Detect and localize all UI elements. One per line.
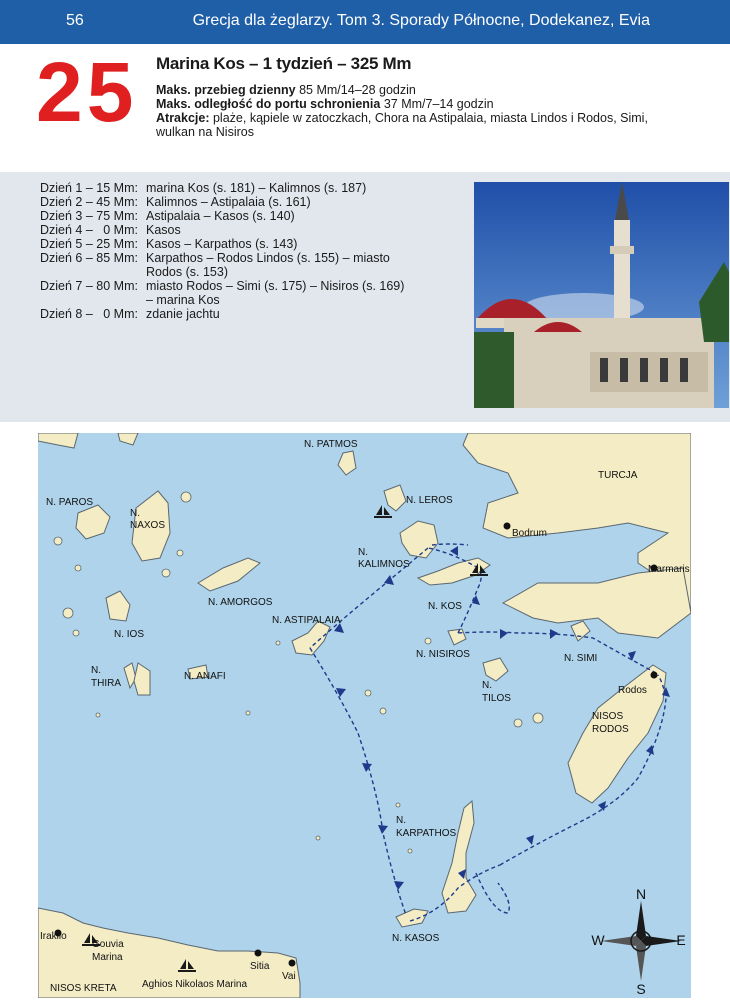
label-nisos-rodos: NISOS xyxy=(592,711,624,722)
label-iraklio: Iraklio xyxy=(40,931,67,942)
label-naxos2: NAXOS xyxy=(130,520,166,531)
compass-s: S xyxy=(636,981,646,997)
itinerary-row xyxy=(40,265,404,279)
attractions-line2: wulkan na Nisiros xyxy=(156,125,254,139)
max-daily-value: 85 Mm/14–28 godzin xyxy=(299,83,416,97)
itinerary-day xyxy=(40,293,146,307)
attractions-label: Atrakcje: xyxy=(156,111,210,125)
itinerary-day: Dzień 1 – 15 Mm: xyxy=(40,181,138,195)
route-info xyxy=(156,83,706,139)
itinerary-day: Dzień 7 – 80 Mm: xyxy=(40,279,138,293)
label-tilos2: TILOS xyxy=(482,693,511,704)
label-karpathos: N. xyxy=(396,815,406,826)
label-sitia: Sitia xyxy=(250,961,270,972)
label-nisos-rodos2: RODOS xyxy=(592,724,629,735)
label-thira: N. xyxy=(91,665,101,676)
mosque-photo xyxy=(474,182,729,408)
itinerary-text: Kalimnos – Astipalaia (s. 161) xyxy=(146,195,311,209)
page-number: 56 xyxy=(66,12,84,29)
itinerary-row xyxy=(40,293,404,307)
label-astipalaia: N. ASTIPALAIA xyxy=(272,615,341,626)
compass-w: W xyxy=(591,932,605,948)
itinerary-day: Dzień 5 – 25 Mm: xyxy=(40,237,138,251)
label-naxos: N. xyxy=(130,508,140,519)
label-simi: N. SIMI xyxy=(564,653,598,664)
label-anafi: N. ANAFI xyxy=(184,671,226,682)
label-turcja: TURCJA xyxy=(598,470,638,481)
itinerary-day: Dzień 4 – 0 Mm: xyxy=(40,223,138,237)
itinerary-text: Kasos – Karpathos (s. 143) xyxy=(146,237,298,251)
itinerary-text: – marina Kos xyxy=(146,293,220,307)
label-bodrum: Bodrum xyxy=(512,528,548,539)
label-paros: N. PAROS xyxy=(46,497,94,508)
compass-e: E xyxy=(676,932,686,948)
label-aghios: Aghios Nikolaos Marina xyxy=(142,979,248,990)
label-patmos: N. PATMOS xyxy=(304,439,358,450)
route-number: 25 xyxy=(36,45,138,139)
book-title: Grecja dla żeglarzy. Tom 3. Sporady Północne, Dodekanez, Evia xyxy=(192,12,650,29)
itinerary-row xyxy=(40,223,404,237)
label-amorgos: N. AMORGOS xyxy=(208,597,273,608)
itinerary-row xyxy=(40,251,404,265)
label-marmaris: Marmaris xyxy=(648,564,690,575)
label-gouvia2: Marina xyxy=(92,952,123,963)
itinerary-text: marina Kos (s. 181) – Kalimnos (s. 187) xyxy=(146,181,367,195)
itinerary-text: Astipalaia – Kasos (s. 140) xyxy=(146,209,295,223)
itinerary-text: miasto Rodos – Simi (s. 175) – Nisiros (s. 169) xyxy=(146,279,405,293)
itinerary-list xyxy=(40,181,404,321)
itinerary-row xyxy=(40,307,404,321)
itinerary-row xyxy=(40,279,404,293)
itinerary-day: Dzień 6 – 85 Mm: xyxy=(40,251,138,265)
max-shelter-value: 37 Mm/7–14 godzin xyxy=(383,97,494,111)
itinerary-row xyxy=(40,237,404,251)
itinerary-row xyxy=(40,209,404,223)
label-nisiros: N. NISIROS xyxy=(416,649,470,660)
label-vai: Vai xyxy=(282,971,296,982)
attractions-line1: plaże, kąpiele w zatoczkach, Chora na Astipalaia, miasta Lindos i Rodos, Simi, xyxy=(212,111,648,125)
itinerary-text: Kasos xyxy=(146,223,181,237)
itinerary-row xyxy=(40,181,404,195)
label-tilos: N. xyxy=(482,680,492,691)
label-thira2: THIRA xyxy=(91,678,121,689)
label-kalimnos: N. xyxy=(358,547,368,558)
itinerary-day: Dzień 8 – 0 Mm: xyxy=(40,307,138,321)
label-kos: N. KOS xyxy=(428,601,462,612)
itinerary-row xyxy=(40,195,404,209)
label-kalimnos2: KALIMNOS xyxy=(358,559,410,570)
label-leros: N. LEROS xyxy=(406,495,453,506)
itinerary-text: Rodos (s. 153) xyxy=(146,265,228,279)
itinerary-day: Dzień 3 – 75 Mm: xyxy=(40,209,138,223)
route-title: Marina Kos – 1 tydzień – 325 Mm xyxy=(156,54,412,73)
compass-n: N xyxy=(635,886,647,902)
max-shelter-label: Maks. odległość do portu schronienia xyxy=(156,97,381,111)
label-karpathos2: KARPATHOS xyxy=(396,828,457,839)
itinerary-day xyxy=(40,265,146,279)
label-nisos-kreta: NISOS KRETA xyxy=(50,983,117,994)
label-ios: N. IOS xyxy=(114,629,145,640)
max-daily-label: Maks. przebieg dzienny xyxy=(156,83,296,97)
route-map xyxy=(38,433,691,998)
label-kasos: N. KASOS xyxy=(392,933,440,944)
itinerary-day: Dzień 2 – 45 Mm: xyxy=(40,195,138,209)
page-header xyxy=(0,0,730,44)
label-gouvia: Gouvia xyxy=(92,939,124,950)
itinerary-text: Karpathos – Rodos Lindos (s. 155) – miasto xyxy=(146,251,390,265)
itinerary-text: zdanie jachtu xyxy=(146,307,220,321)
label-rodos-town: Rodos xyxy=(618,685,647,696)
